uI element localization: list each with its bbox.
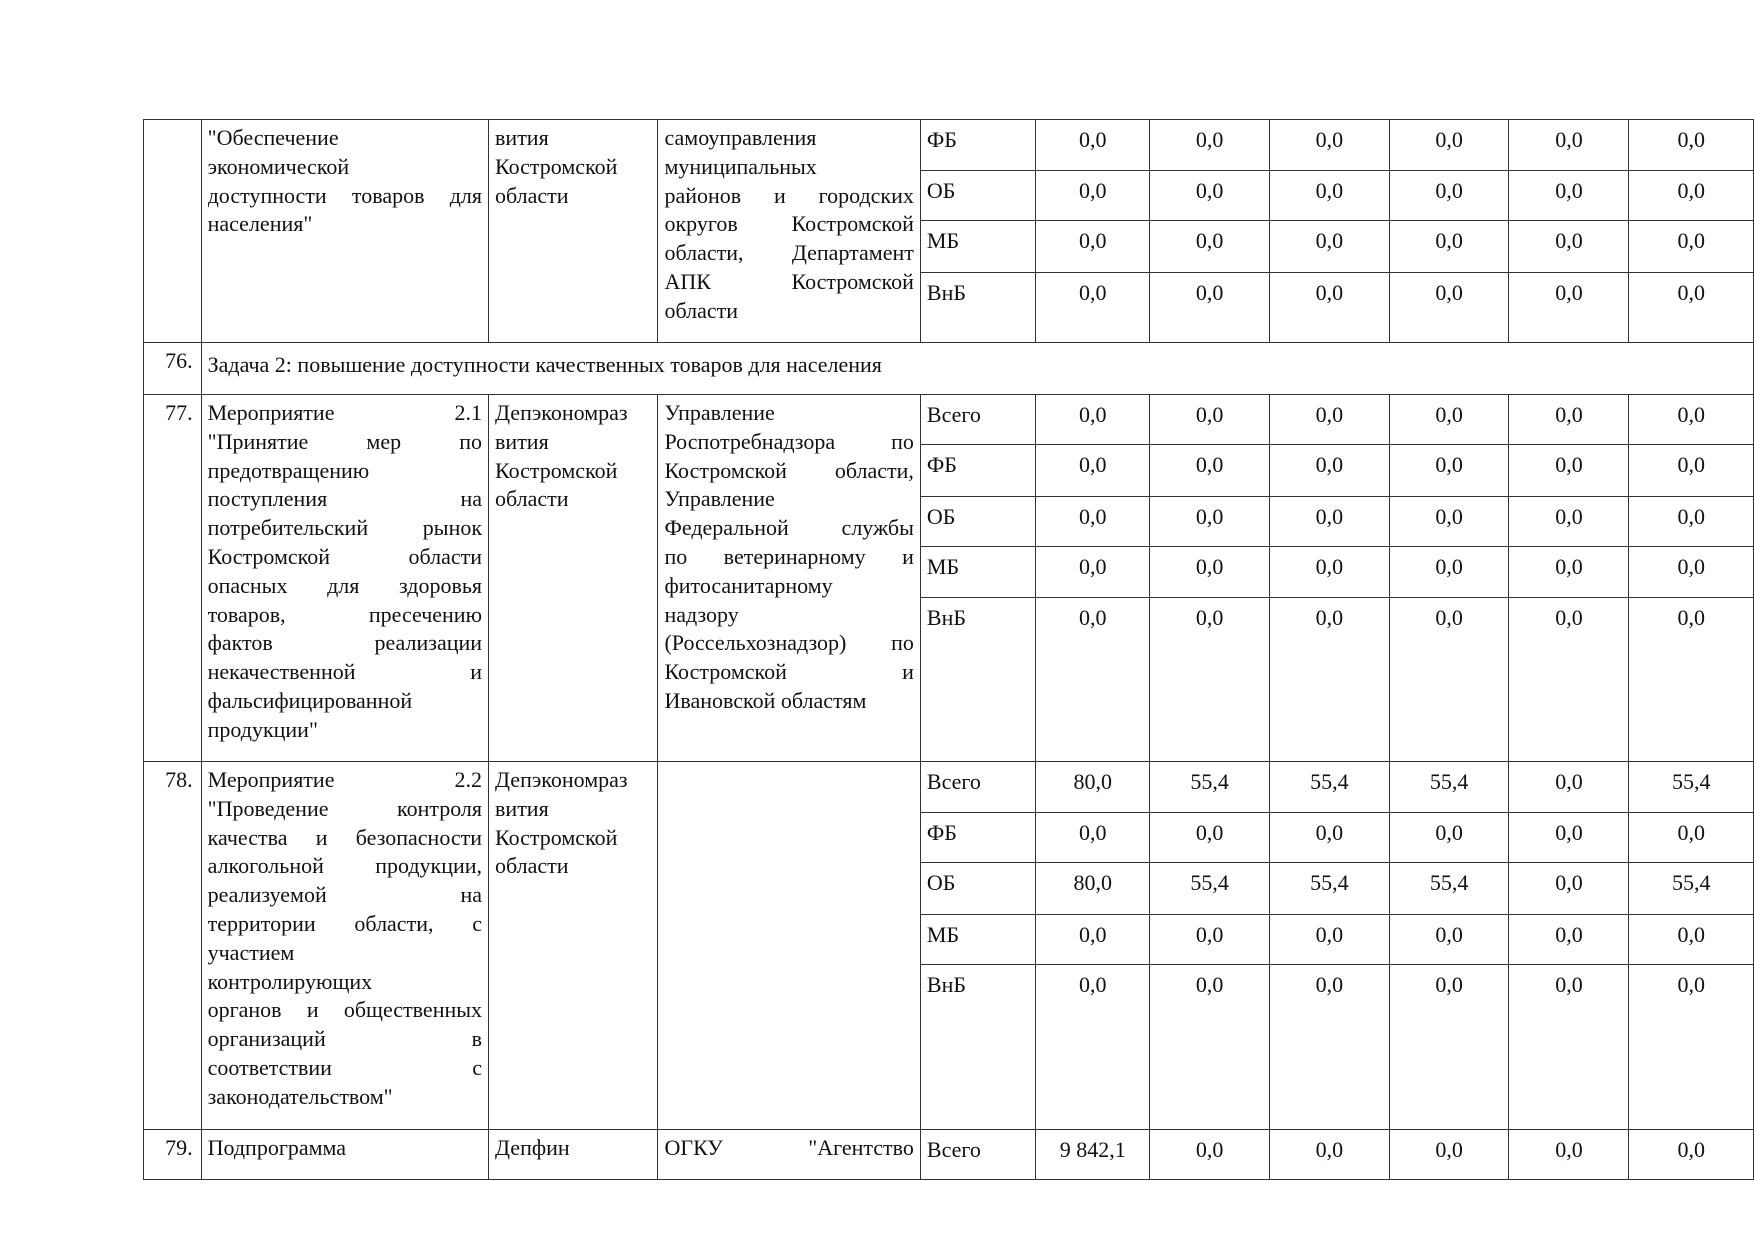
funding-value: 9 842,1 (1036, 1130, 1150, 1180)
activity-row (144, 1130, 1754, 1180)
text-line: доступности товаров для (207, 182, 483, 208)
funding-value: 0,0 (1269, 221, 1389, 273)
text-line: поступления на (207, 486, 483, 512)
row-number: 77. (144, 395, 202, 762)
responsible-executor (489, 120, 658, 343)
text-line: предотвращению (207, 457, 370, 483)
funding-value: 0,0 (1150, 915, 1270, 965)
text-line: Подпрограмма (207, 1135, 347, 1160)
text-line: Депэкономраз (495, 400, 628, 425)
funding-value: 0,0 (1509, 120, 1629, 171)
text-line: округов Костромской (664, 211, 914, 237)
responsible-executor (489, 1130, 658, 1180)
funding-value: 0,0 (1036, 965, 1150, 1130)
funding-value: 0,0 (1389, 915, 1509, 965)
activity-row (144, 762, 1754, 813)
funding-value: 0,0 (1509, 1130, 1629, 1180)
text-line: Костромской (495, 824, 618, 850)
text-line: области (495, 486, 569, 512)
text-line: органов и общественных (207, 997, 483, 1023)
funding-source: ОБ (920, 171, 1035, 221)
text-line: Костромской (495, 153, 618, 179)
text-line: Костромской области (207, 543, 483, 569)
funding-value: 55,4 (1389, 863, 1509, 915)
funding-value: 0,0 (1036, 273, 1150, 343)
funding-value: 0,0 (1509, 395, 1629, 445)
funding-value: 0,0 (1629, 497, 1754, 547)
text-line: Депфин (495, 1135, 570, 1160)
funding-value: 0,0 (1389, 965, 1509, 1130)
funding-value: 0,0 (1509, 171, 1629, 221)
funding-value: 0,0 (1269, 497, 1389, 547)
funding-value: 55,4 (1269, 863, 1389, 915)
funding-value: 55,4 (1629, 762, 1754, 813)
text-line: Костромской (495, 457, 618, 483)
funding-value: 0,0 (1269, 547, 1389, 598)
text-line: фактов реализации (207, 630, 483, 656)
funding-value: 0,0 (1389, 547, 1509, 598)
funding-value: 0,0 (1629, 598, 1754, 762)
funding-value: 0,0 (1389, 120, 1509, 171)
funding-value: 0,0 (1269, 445, 1389, 497)
funding-source: МБ (920, 547, 1035, 598)
funding-value: 0,0 (1509, 762, 1629, 813)
text-line: по ветеринарному и (664, 543, 914, 569)
funding-value: 0,0 (1509, 915, 1629, 965)
text-line: Роспотребнадзора по (664, 428, 914, 454)
funding-source: ВнБ (920, 965, 1035, 1130)
funding-value: 55,4 (1150, 863, 1270, 915)
funding-value: 0,0 (1036, 813, 1150, 863)
activity-row (144, 395, 1754, 445)
text-line: Мероприятие 2.2 (207, 767, 483, 792)
funding-value: 0,0 (1629, 395, 1754, 445)
text-line: потребительский рынок (207, 515, 483, 541)
funding-value: 0,0 (1269, 813, 1389, 863)
task-title: Задача 2: повышение доступности качественных товаров для населения (201, 343, 1753, 395)
funding-source: МБ (920, 915, 1035, 965)
funding-source: Всего (920, 395, 1035, 445)
activity-name (201, 120, 488, 343)
funding-value: 0,0 (1036, 221, 1150, 273)
activity-name (201, 762, 488, 1130)
funding-value: 0,0 (1150, 813, 1270, 863)
funding-value: 80,0 (1036, 762, 1150, 813)
text-line: вития (495, 125, 549, 150)
text-line: Ивановской областям (664, 687, 867, 713)
text-line: качества и безопасности (207, 824, 483, 850)
funding-value: 55,4 (1150, 762, 1270, 813)
funding-source: ОБ (920, 497, 1035, 547)
row-number: 79. (144, 1130, 202, 1180)
funding-value: 0,0 (1389, 497, 1509, 547)
funding-value: 0,0 (1150, 273, 1270, 343)
text-line: фитосанитарному (664, 572, 833, 598)
funding-value: 0,0 (1036, 547, 1150, 598)
funding-source: ВнБ (920, 598, 1035, 762)
text-line: организаций в (207, 1026, 483, 1052)
text-line: фальсифицированной (207, 687, 413, 713)
funding-value: 0,0 (1150, 221, 1270, 273)
funding-value: 0,0 (1629, 915, 1754, 965)
text-line: области (495, 853, 569, 879)
funding-value: 0,0 (1389, 813, 1509, 863)
funding-value: 0,0 (1036, 445, 1150, 497)
funding-value: 0,0 (1509, 547, 1629, 598)
text-line: экономической (207, 153, 350, 179)
text-line: соответствии с (207, 1054, 483, 1080)
text-line: районов и городских (664, 182, 914, 208)
funding-value: 0,0 (1389, 171, 1509, 221)
text-line: вития (495, 428, 549, 454)
row-number (144, 120, 202, 343)
funding-value: 0,0 (1269, 598, 1389, 762)
task-row (144, 343, 1754, 395)
text-line: области (495, 182, 569, 208)
funding-value: 0,0 (1629, 547, 1754, 598)
funding-value: 0,0 (1036, 915, 1150, 965)
text-line: Костромской и (664, 659, 914, 685)
row-number: 76. (144, 343, 202, 395)
funding-value: 0,0 (1150, 1130, 1270, 1180)
text-line: контролирующих (207, 968, 373, 994)
text-line: вития (495, 795, 549, 821)
text-line: товаров, пресечению (207, 601, 483, 627)
funding-value: 0,0 (1629, 120, 1754, 171)
funding-value: 0,0 (1509, 813, 1629, 863)
funding-value: 0,0 (1509, 497, 1629, 547)
funding-value: 0,0 (1269, 965, 1389, 1130)
funding-source: ФБ (920, 445, 1035, 497)
activity-row (144, 120, 1754, 171)
text-line: надзору (664, 601, 739, 627)
funding-value: 0,0 (1509, 965, 1629, 1130)
text-line: продукции" (207, 716, 318, 742)
funding-value: 0,0 (1629, 221, 1754, 273)
funding-value: 0,0 (1036, 120, 1150, 171)
activity-name (201, 395, 488, 762)
text-line: Депэкономраз (495, 767, 628, 792)
text-line: ОГКУ "Агентство (664, 1135, 914, 1160)
funding-value: 0,0 (1509, 273, 1629, 343)
funding-value: 0,0 (1389, 1130, 1509, 1180)
funding-source: ФБ (920, 120, 1035, 171)
funding-source: МБ (920, 221, 1035, 273)
funding-value: 0,0 (1036, 598, 1150, 762)
text-line: Костромской области, (664, 457, 914, 483)
responsible-executor (489, 762, 658, 1130)
funding-value: 0,0 (1389, 395, 1509, 445)
funding-value: 0,0 (1629, 813, 1754, 863)
text-line: алкогольной продукции, (207, 853, 483, 879)
funding-value: 0,0 (1389, 598, 1509, 762)
funding-value: 0,0 (1269, 120, 1389, 171)
funding-value: 0,0 (1269, 1130, 1389, 1180)
funding-source: ОБ (920, 863, 1035, 915)
text-line: Федеральной службы (664, 515, 914, 541)
funding-value: 80,0 (1036, 863, 1150, 915)
activity-name (201, 1130, 488, 1180)
funding-value: 0,0 (1150, 445, 1270, 497)
funding-value: 0,0 (1150, 171, 1270, 221)
co-executors (658, 395, 920, 762)
responsible-executor (489, 395, 658, 762)
funding-value: 0,0 (1269, 395, 1389, 445)
text-line: Управление (664, 400, 775, 425)
funding-value: 0,0 (1036, 171, 1150, 221)
text-line: самоуправления (664, 125, 817, 150)
funding-value: 0,0 (1389, 221, 1509, 273)
funding-value: 0,0 (1629, 445, 1754, 497)
funding-value: 0,0 (1509, 863, 1629, 915)
co-executors (658, 762, 920, 1130)
row-number: 78. (144, 762, 202, 1130)
co-executors (658, 120, 920, 343)
text-line: законодательством" (207, 1083, 393, 1109)
funding-value: 0,0 (1150, 598, 1270, 762)
funding-value: 0,0 (1150, 497, 1270, 547)
funding-value: 0,0 (1509, 221, 1629, 273)
funding-value: 0,0 (1036, 497, 1150, 547)
funding-value: 0,0 (1036, 395, 1150, 445)
funding-source: Всего (920, 1130, 1035, 1180)
funding-value: 0,0 (1389, 445, 1509, 497)
funding-value: 0,0 (1629, 171, 1754, 221)
text-line: "Обеспечение (207, 125, 339, 150)
text-line: некачественной и (207, 659, 483, 685)
funding-source: ФБ (920, 813, 1035, 863)
funding-value: 0,0 (1150, 395, 1270, 445)
funding-value: 0,0 (1509, 445, 1629, 497)
text-line: опасных для здоровья (207, 572, 483, 598)
funding-value: 55,4 (1389, 762, 1509, 813)
funding-value: 0,0 (1629, 273, 1754, 343)
text-line: реализуемой на (207, 882, 483, 908)
program-funding-table (143, 119, 1754, 1180)
text-line: "Проведение контроля (207, 795, 483, 821)
co-executors (658, 1130, 920, 1180)
funding-value: 55,4 (1629, 863, 1754, 915)
funding-source: ВнБ (920, 273, 1035, 343)
funding-value: 55,4 (1269, 762, 1389, 813)
text-line: области (664, 297, 739, 323)
funding-value: 0,0 (1150, 547, 1270, 598)
funding-value: 0,0 (1150, 965, 1270, 1130)
text-line: Управление (664, 486, 775, 512)
text-line: АПК Костромской (664, 268, 914, 294)
funding-value: 0,0 (1269, 273, 1389, 343)
text-line: Мероприятие 2.1 (207, 400, 483, 425)
funding-value: 0,0 (1629, 1130, 1754, 1180)
text-line: (Россельхознадзор) по (664, 630, 914, 656)
funding-source: Всего (920, 762, 1035, 813)
text-line: населения" (207, 211, 313, 237)
text-line: "Принятие мер по (207, 428, 483, 454)
funding-value: 0,0 (1269, 171, 1389, 221)
funding-value: 0,0 (1629, 965, 1754, 1130)
text-line: муниципальных (664, 153, 817, 179)
funding-value: 0,0 (1269, 915, 1389, 965)
funding-value: 0,0 (1150, 120, 1270, 171)
funding-value: 0,0 (1389, 273, 1509, 343)
text-line: участием (207, 939, 295, 965)
funding-value: 0,0 (1509, 598, 1629, 762)
text-line: области, Департамент (664, 240, 914, 266)
text-line: территории области, с (207, 910, 483, 936)
